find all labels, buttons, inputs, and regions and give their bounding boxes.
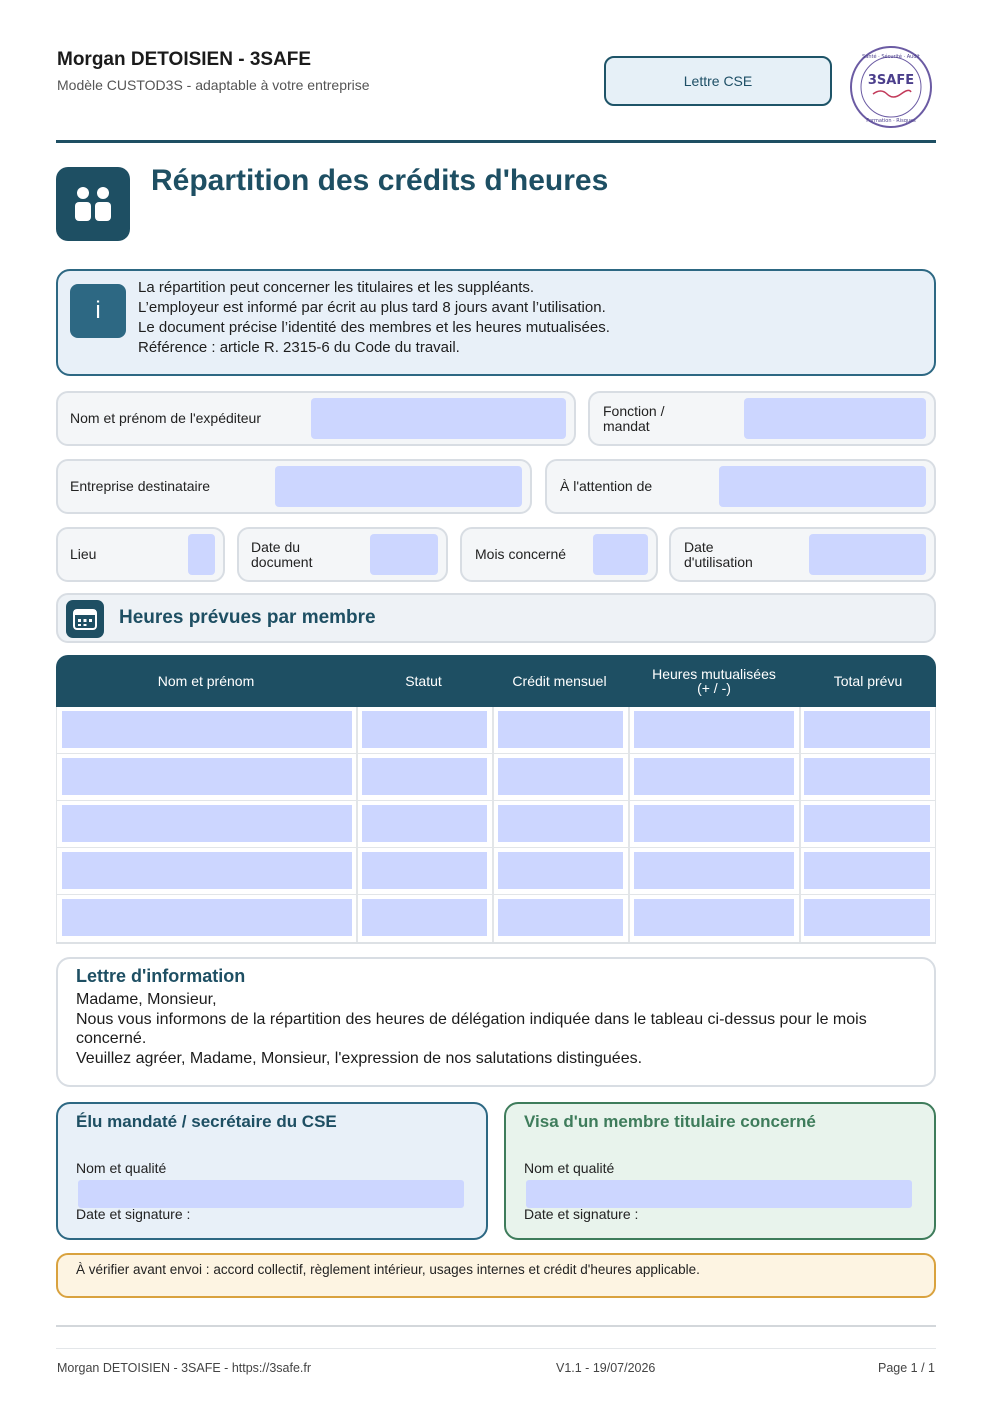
column-header-status: Statut [405, 673, 442, 689]
svg-text:Formation · Risques: Formation · Risques [866, 118, 916, 124]
place-label: Lieu [70, 546, 97, 562]
table-cell-name-input[interactable] [62, 899, 352, 936]
table-cell-name-input[interactable] [62, 805, 352, 842]
function-input[interactable] [744, 398, 926, 439]
column-header-shared-hours-label: Heures mutualisées [652, 666, 776, 682]
info-line: Référence : article R. 2315-6 du Code du travail. [138, 339, 460, 356]
header-divider [56, 140, 936, 143]
attention-label: À l'attention de [560, 478, 653, 494]
member-date-label: Date et signature : [524, 1206, 639, 1222]
place-input[interactable] [188, 534, 215, 575]
use-date-label-line2: d'utilisation [684, 554, 753, 570]
company-stamp-logo [848, 44, 934, 130]
table-cell-name-input[interactable] [62, 852, 352, 889]
column-header-monthly-credit: Crédit mensuel [512, 673, 607, 689]
footer-author: Morgan DETOISIEN - 3SAFE - https://3safe.fr [57, 1361, 312, 1375]
document-type-tag [604, 56, 832, 106]
doc-date-label-line2: document [251, 554, 313, 570]
letter-title: Lettre d'information [76, 966, 246, 986]
table-cell-monthly-credit-input[interactable] [498, 852, 623, 889]
author-name: Morgan DETOISIEN - 3SAFE [57, 49, 312, 70]
company-label: Entreprise destinataire [70, 478, 211, 494]
letter-closing: Veuillez agréer, Madame, Monsieur, l'expression de nos salutations distinguées. [76, 1049, 643, 1067]
company-input[interactable] [275, 466, 522, 507]
info-line: La répartition peut concerner les titulaires et les suppléants. [138, 279, 535, 296]
letter-greeting: Madame, Monsieur, [76, 991, 217, 1008]
section-title: Heures prévues par membre [119, 607, 376, 628]
table-cell-monthly-credit-input[interactable] [498, 899, 623, 936]
use-date-input[interactable] [809, 534, 926, 575]
table-cell-shared-hours-input[interactable] [634, 852, 794, 889]
use-date-label-line1: Date [684, 539, 714, 555]
table-column-divider [799, 707, 801, 943]
table-cell-monthly-credit-input[interactable] [498, 711, 623, 748]
function-label-line2: mandat [603, 418, 650, 434]
function-label-line1: Fonction / [603, 403, 665, 419]
table-cell-status-input[interactable] [362, 711, 487, 748]
sender-label: Nom et prénom de l'expéditeur [70, 410, 261, 426]
table-cell-total-input[interactable] [804, 852, 930, 889]
svg-text:3SAFE: 3SAFE [867, 73, 915, 88]
doc-date-input[interactable] [370, 534, 438, 575]
column-header-shared-hours-sign: (+ / -) [697, 680, 731, 696]
letter-body [76, 990, 916, 1068]
table-cell-monthly-credit-input[interactable] [498, 805, 623, 842]
sender-input[interactable] [311, 398, 566, 439]
table-cell-total-input[interactable] [804, 711, 930, 748]
info-icon: i [70, 284, 126, 338]
member-name-input[interactable] [526, 1180, 912, 1208]
info-text [138, 278, 610, 358]
table-cell-total-input[interactable] [804, 805, 930, 842]
column-header-name: Nom et prénom [157, 673, 255, 689]
table-cell-shared-hours-input[interactable] [634, 758, 794, 795]
info-line: Le document précise l’identité des membres et les heures mutualisées. [138, 319, 610, 336]
table-cell-shared-hours-input[interactable] [634, 711, 794, 748]
footer-divider-thin [56, 1348, 936, 1349]
table-bottom-border [56, 942, 936, 944]
table-cell-shared-hours-input[interactable] [634, 899, 794, 936]
month-input[interactable] [593, 534, 648, 575]
footer-page-number: Page 1 / 1 [878, 1361, 935, 1375]
table-cell-status-input[interactable] [362, 899, 487, 936]
table-cell-status-input[interactable] [362, 852, 487, 889]
table-row-divider [56, 800, 936, 801]
calendar-icon [66, 600, 104, 638]
document-type-label: Lettre CSE [683, 73, 753, 89]
letter-paragraph: Nous vous informons de la répartition des heures de délégation indiquée dans le tableau ci-dessus pour le mois concerné. [76, 1010, 867, 1047]
member-name-label: Nom et qualité [524, 1160, 615, 1176]
table-cell-name-input[interactable] [62, 711, 352, 748]
table-cell-monthly-credit-input[interactable] [498, 758, 623, 795]
table-header [56, 655, 936, 707]
column-header-shared-hours [628, 655, 800, 707]
template-subtitle: Modèle CUSTOD3S - adaptable à votre entreprise [57, 77, 370, 93]
table-cell-name-input[interactable] [62, 758, 352, 795]
month-label: Mois concerné [475, 546, 567, 562]
attention-input[interactable] [719, 466, 926, 507]
table-cell-shared-hours-input[interactable] [634, 805, 794, 842]
table-cell-status-input[interactable] [362, 805, 487, 842]
representative-date-label: Date et signature : [76, 1206, 191, 1222]
table-cell-total-input[interactable] [804, 899, 930, 936]
doc-date-label-line1: Date du [251, 539, 301, 555]
users-icon [56, 167, 130, 241]
table-row-divider [56, 894, 936, 895]
page-title: Répartition des crédits d'heures [151, 164, 609, 197]
representative-name-label: Nom et qualité [76, 1160, 167, 1176]
representative-signature-title: Élu mandaté / secrétaire du CSE [76, 1112, 337, 1131]
table-column-divider [628, 707, 630, 943]
table-cell-status-input[interactable] [362, 758, 487, 795]
column-header-total: Total prévu [833, 673, 903, 689]
representative-name-input[interactable] [78, 1180, 464, 1208]
info-line: L’employeur est informé par écrit au plus tard 8 jours avant l’utilisation. [138, 299, 606, 316]
table-cell-total-input[interactable] [804, 758, 930, 795]
table-column-divider [356, 707, 358, 943]
checklist-note-text: À vérifier avant envoi : accord collectif, règlement intérieur, usages internes et crédit d'heures applicable. [76, 1262, 700, 1277]
footer-divider [56, 1325, 936, 1327]
svg-text:Santé · Sécurité · Audit: Santé · Sécurité · Audit [862, 54, 920, 60]
member-visa-title: Visa d'un membre titulaire concerné [524, 1112, 816, 1131]
table-column-divider [492, 707, 494, 943]
table-row-divider [56, 847, 936, 848]
table-row-divider [56, 753, 936, 754]
footer-version: V1.1 - 19/07/2026 [556, 1361, 656, 1375]
